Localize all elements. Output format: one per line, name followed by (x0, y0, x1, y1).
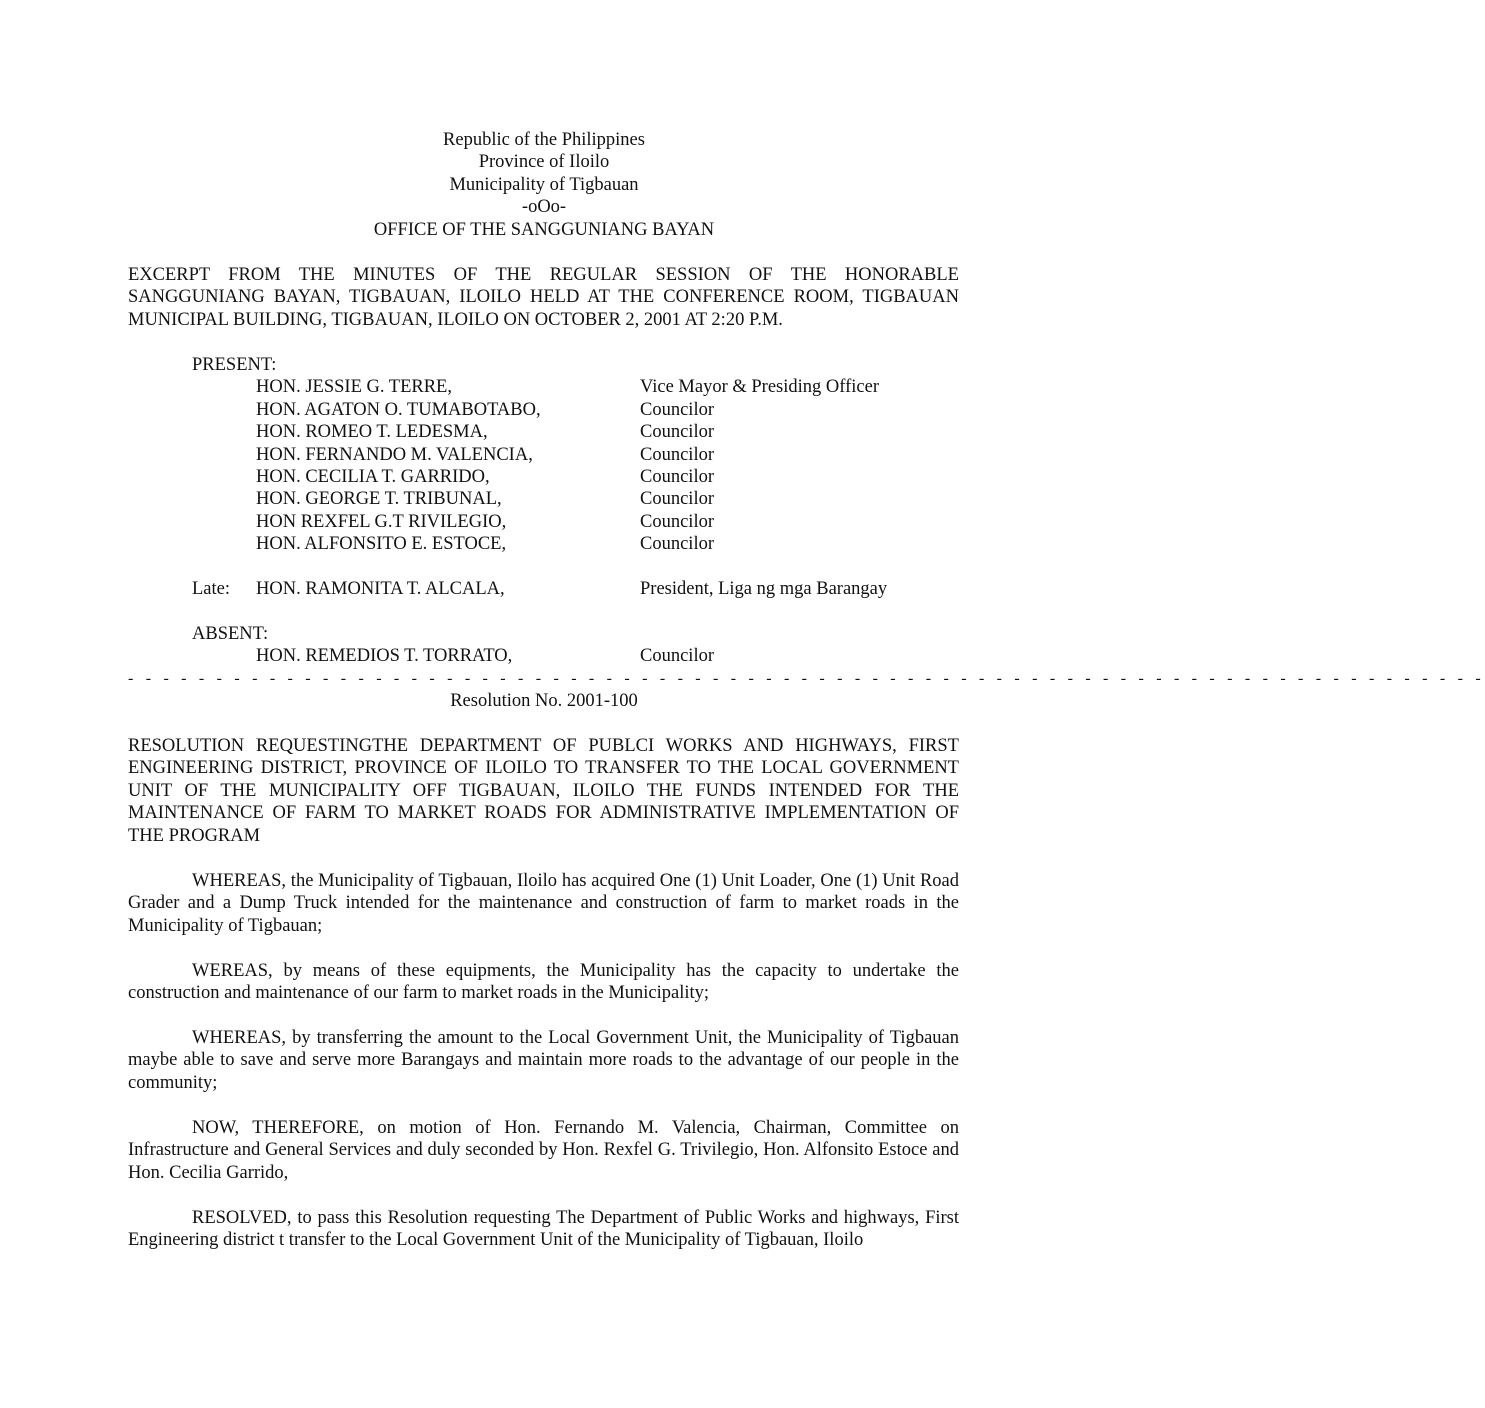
minutes-excerpt: EXCERPT FROM THE MINUTES OF THE REGULAR SESSION OF THE HONORABLE SANGGUNIANG BAYAN, TIGBAUAN, ILOILO HELD AT THE CONFERENCE ROOM, TIGBAUAN MUNICIPAL BUILDING, TIGBAUAN, ILOILO ON OCTOBER 2, 2001 AT 2:20 P.M. (128, 265, 959, 330)
header-municipality: Municipality of Tigbauan (449, 174, 639, 195)
dashed-divider: - - - - - - - - - - - - - - - - - - - - - - - - - - - - - - - - - - - - - - - - - - - - - - - - - - - - - - - - - - - - - - - - - - - - - - - - - - - - - (128, 670, 1485, 687)
header-office: OFFICE OF THE SANGGUNIANG BAYAN (373, 219, 715, 240)
late-attendee-role: President, Liga ng mga Barangay (640, 579, 888, 599)
attendee-role: Councilor (640, 422, 714, 443)
attendee-name: HON. AGATON O. TUMABOTABO, (256, 399, 541, 420)
whereas-paragraph: WHEREAS, by transferring the amount to the Local Government Unit, the Municipality of Tigbauan maybe able to save and serve more Barangays and maintain more roads to the advantage of our people in the community; (128, 1028, 959, 1093)
attendee-name: HON. GEORGE T. TRIBUNAL, (256, 489, 502, 510)
attendee-role: Councilor (640, 511, 714, 532)
absent-attendee-role: Councilor (640, 646, 714, 667)
attendee-role: Councilor (640, 444, 714, 465)
late-row (0, 578, 1088, 600)
absent-row (0, 645, 1088, 667)
letterhead (0, 129, 1088, 241)
resolution-number: Resolution No. 2001-100 (450, 691, 638, 711)
absent-label: ABSENT: (192, 624, 269, 644)
present-label: PRESENT: (192, 355, 277, 375)
attendee-name: HON REXFEL G.T RIVILEGIO, (256, 511, 507, 532)
attendee-name: HON. ROMEO T. LEDESMA, (256, 422, 488, 443)
attendee-role: Councilor (640, 399, 714, 420)
therefore-paragraph: NOW, THEREFORE, on motion of Hon. Fernando M. Valencia, Chairman, Committee on Infrastructure and General Services and duly seconded by Hon. Rexfel G. Trivilegio, Hon. Alfonsito Estoce and Hon. Cecilia Garrido, (128, 1118, 959, 1183)
attendee-name: HON. FERNANDO M. VALENCIA, (256, 444, 533, 465)
attendee-role: Councilor (640, 489, 714, 510)
attendee-row (0, 444, 1088, 466)
whereas-paragraph: WHEREAS, the Municipality of Tigbauan, Iloilo has acquired One (1) Unit Loader, One (1) Unit Road Grader and a Dump Truck intended for the maintenance and construction of farm to market roads in the Municipality of Tigbauan; (128, 871, 959, 936)
present-list (0, 354, 1088, 556)
absent-list (0, 623, 1088, 668)
attendee-row (0, 533, 1088, 555)
attendee-row (0, 376, 1088, 398)
attendee-name: HON. ALFONSITO E. ESTOCE, (256, 534, 507, 555)
whereas-paragraph: WEREAS, by means of these equipments, the Municipality has the capacity to undertake the construction and maintenance of our farm to market roads in the Municipality; (128, 961, 959, 1004)
header-republic: Republic of the Philippines (443, 130, 645, 150)
header-province: Province of Iloilo (478, 152, 610, 173)
late-list (0, 578, 1088, 600)
header-ornament: -oOo- (521, 197, 567, 218)
attendee-row (0, 488, 1088, 510)
attendee-row (0, 421, 1088, 443)
resolution-title: RESOLUTION REQUESTINGTHE DEPARTMENT OF PUBLCI WORKS AND HIGHWAYS, FIRST ENGINEERING DISTRICT, PROVINCE OF ILOILO TO TRANSFER TO THE LOCAL GOVERNMENT UNIT OF THE MUNICIPALITY OFF TIGBAUAN, ILOILO THE FUNDS INTENDED FOR THE MAINTENANCE OF FARM TO MARKET ROADS FOR ADMINISTRATIVE IMPLEMENTATION OF THE PROGRAM (128, 736, 959, 846)
present-label-row (0, 354, 1088, 376)
late-label: Late: (192, 579, 231, 599)
attendee-name: HON. JESSIE G. TERRE, (256, 377, 452, 398)
attendee-name: HON. CECILIA T. GARRIDO, (256, 466, 490, 487)
attendee-row (0, 399, 1088, 421)
late-attendee-name: HON. RAMONITA T. ALCALA, (256, 579, 505, 599)
resolved-paragraph: RESOLVED, to pass this Resolution requesting The Department of Public Works and highways, First Engineering district t transfer to the Local Government Unit of the Municipality of Tigbauan, Iloilo (128, 1208, 959, 1251)
attendee-role: Vice Mayor & Presiding Officer (640, 377, 879, 398)
attendee-role: Councilor (640, 466, 714, 487)
attendee-role: Councilor (640, 534, 714, 555)
absent-label-row (0, 623, 1088, 645)
attendee-row (0, 466, 1088, 488)
absent-attendee-name: HON. REMEDIOS T. TORRATO, (256, 646, 513, 667)
attendee-row (0, 511, 1088, 533)
